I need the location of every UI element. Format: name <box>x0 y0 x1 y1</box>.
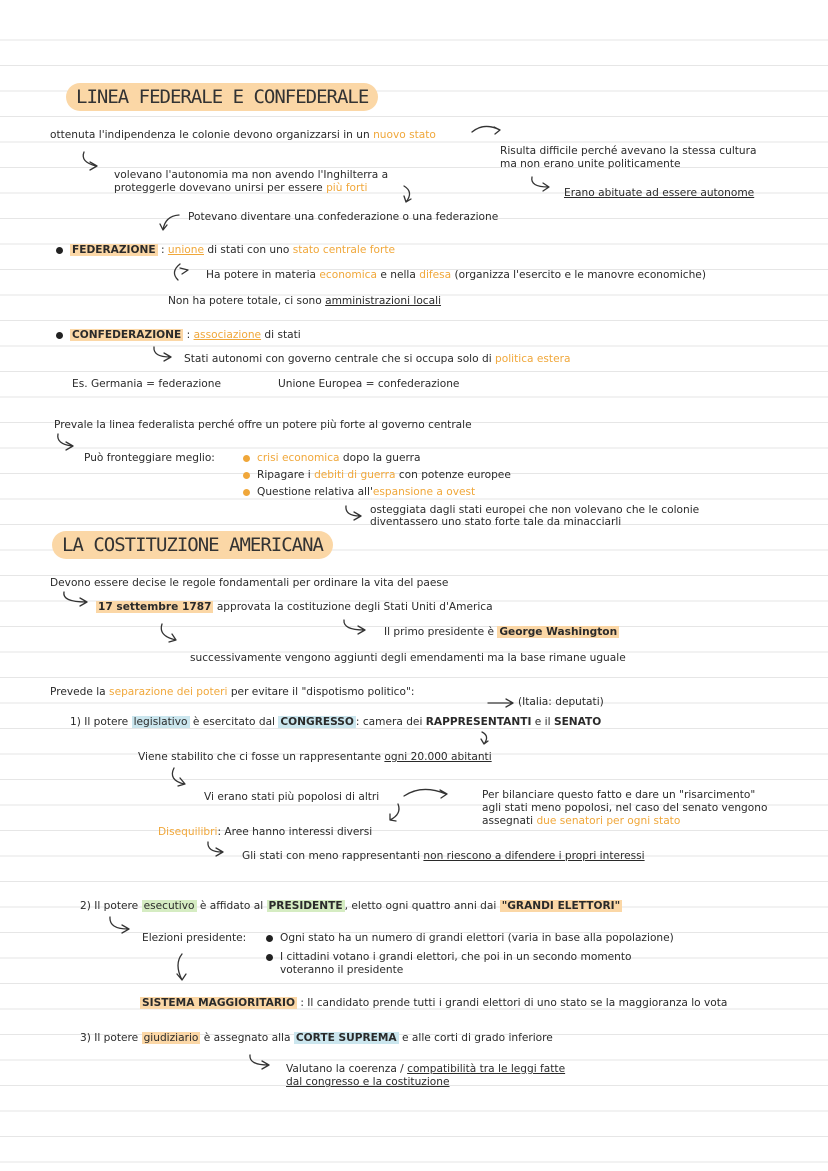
emendamenti-line: successivamente vengono aggiunti degli emendamenti ma la base rimane uguale <box>190 652 626 664</box>
arrow-icon <box>155 212 183 234</box>
bilanciare-1: Per bilanciare questo fatto e dare un "risarcimento" <box>482 789 756 801</box>
italia-note: (Italia: deputati) <box>518 696 604 708</box>
bullet-icon <box>266 954 273 961</box>
options-line: Potevano diventare una confederazione o una federazione <box>188 211 499 223</box>
arrow-icon <box>60 590 94 610</box>
arrow-icon <box>78 150 106 176</box>
arrow-icon <box>246 1053 276 1073</box>
bullet-icon <box>243 489 250 496</box>
arrow-icon <box>168 766 192 792</box>
fronteggiare-line: Può fronteggiare meglio: <box>84 452 215 464</box>
bullet-crisi: crisi economica dopo la guerra <box>257 452 421 464</box>
regole-line: Devono essere decise le regole fondamentali per ordinare la vita del paese <box>50 577 449 589</box>
confederazione-desc: Stati autonomi con governo centrale che si occupa solo di politica estera <box>184 353 571 365</box>
giudiziario-line: 3) Il potere giudiziario è assegnato alla CORTE SUPREMA e alle corti di grado inferiore <box>80 1032 553 1044</box>
intro-line: ottenuta l'indipendenza le colonie devono organizzarsi in un nuovo stato <box>50 129 436 141</box>
separazione-line: Prevede la separazione dei poteri per evitare il "dispotismo politico": <box>50 686 415 698</box>
bullet-icon <box>243 455 250 462</box>
arrow-icon <box>342 504 368 524</box>
example-ue: Unione Europea = confederazione <box>278 378 460 390</box>
federazione-line: FEDERAZIONE : unione di stati con uno stato centrale forte <box>72 244 395 256</box>
arrow-icon <box>478 730 494 748</box>
osteggiata-2: diventassero uno stato forte tale da minacciarli <box>370 516 622 528</box>
popolosi-line: Vi erano stati più popolosi di altri <box>204 791 380 803</box>
elezioni-label: Elezioni presidente: <box>142 932 247 944</box>
arrow-icon <box>384 802 404 824</box>
bullet-espansione: Questione relativa all'espansione a ovest <box>257 486 476 498</box>
arrow-icon <box>54 432 80 454</box>
confederazione-line: CONFEDERAZIONE : associazione di stati <box>72 329 301 341</box>
bilanciare-3: assegnati due senatori per ogni stato <box>482 815 681 827</box>
arrow-icon <box>172 952 192 986</box>
arrow-icon <box>528 175 558 195</box>
arrow-icon <box>340 618 372 638</box>
legislativo-line: 1) Il potere legislativo è esercitato dal CONGRESSO : camera dei RAPPRESENTANTI e il SENATO <box>70 716 602 728</box>
arrow-icon <box>400 184 420 206</box>
primo-presidente: Il primo presidente è George Washington <box>384 626 618 638</box>
disequilibri-line: Disequilibri: Aree hanno interessi diversi <box>158 826 373 838</box>
elezioni-bullet-1: Ogni stato ha un numero di grandi elettori (varia in base alla popolazione) <box>280 932 674 944</box>
valutano-2: dal congresso e la costituzione <box>286 1076 450 1088</box>
arrow-icon <box>150 345 180 363</box>
bullet-icon <box>56 332 63 339</box>
section-title-federale: LINEA FEDERALE E CONFEDERALE <box>66 83 378 111</box>
arrow-icon <box>470 122 510 138</box>
bullet-icon <box>56 247 63 254</box>
federazione-limits: Non ha potere totale, ci sono amministrazioni locali <box>168 295 442 307</box>
arrow-icon <box>158 622 184 648</box>
sistema-maggioritario: SISTEMA MAGGIORITARIO : Il candidato prende tutti i grandi elettori di uno stato se la maggioranza lo vota <box>142 997 728 1009</box>
osteggiata-1: osteggiata dagli stati europei che non volevano che le colonie <box>370 504 700 516</box>
arrow-icon <box>106 915 136 937</box>
esecutivo-line: 2) Il potere esecutivo è affidato al PRESIDENTE , eletto ogni quattro anni dai "GRANDI ELETTORI" <box>80 900 621 912</box>
data-approvazione: 17 settembre 1787 approvata la costituzione degli Stati Uniti d'America <box>98 601 493 613</box>
difficulty-line-1: Risulta difficile perché avevano la stessa cultura <box>500 145 757 157</box>
example-germania: Es. Germania = federazione <box>72 378 221 390</box>
prevale-line: Prevale la linea federalista perché offre un potere più forte al governo centrale <box>54 419 472 431</box>
autonomy-text-1: volevano l'autonomia ma non avendo l'Inghilterra a <box>114 169 389 181</box>
arrow-icon <box>204 840 230 860</box>
interessi-line: Gli stati con meno rappresentanti non riescono a difendere i propri interessi <box>242 850 645 862</box>
arrow-icon <box>486 697 518 711</box>
arrow-icon <box>168 262 198 284</box>
bullet-icon <box>266 935 273 942</box>
valutano-1: Valutano la coerenza / compatibilità tra le leggi fatte <box>286 1063 566 1075</box>
arrow-icon <box>402 786 454 802</box>
autonomy-text-2: proteggerle dovevano unirsi per essere più forti <box>114 182 368 194</box>
elezioni-bullet-2a: I cittadini votano i grandi elettori, che poi in un secondo momento <box>280 951 632 963</box>
federazione-power: Ha potere in materia economica e nella difesa (organizza l'esercito e le manovre economiche) <box>206 269 706 281</box>
bilanciare-2: agli stati meno popolosi, nel caso del senato vengono <box>482 802 768 814</box>
elezioni-bullet-2b: voteranno il presidente <box>280 964 404 976</box>
section-title-costituzione: LA COSTITUZIONE AMERICANA <box>52 531 333 559</box>
autonomy-line: Erano abituate ad essere autonome <box>564 187 755 199</box>
bullet-debiti: Ripagare i debiti di guerra con potenze europee <box>257 469 511 481</box>
rappresentante-line: Viene stabilito che ci fosse un rappresentante ogni 20.000 abitanti <box>138 751 492 763</box>
bullet-icon <box>243 472 250 479</box>
difficulty-line-2: ma non erano unite politicamente <box>500 158 681 170</box>
